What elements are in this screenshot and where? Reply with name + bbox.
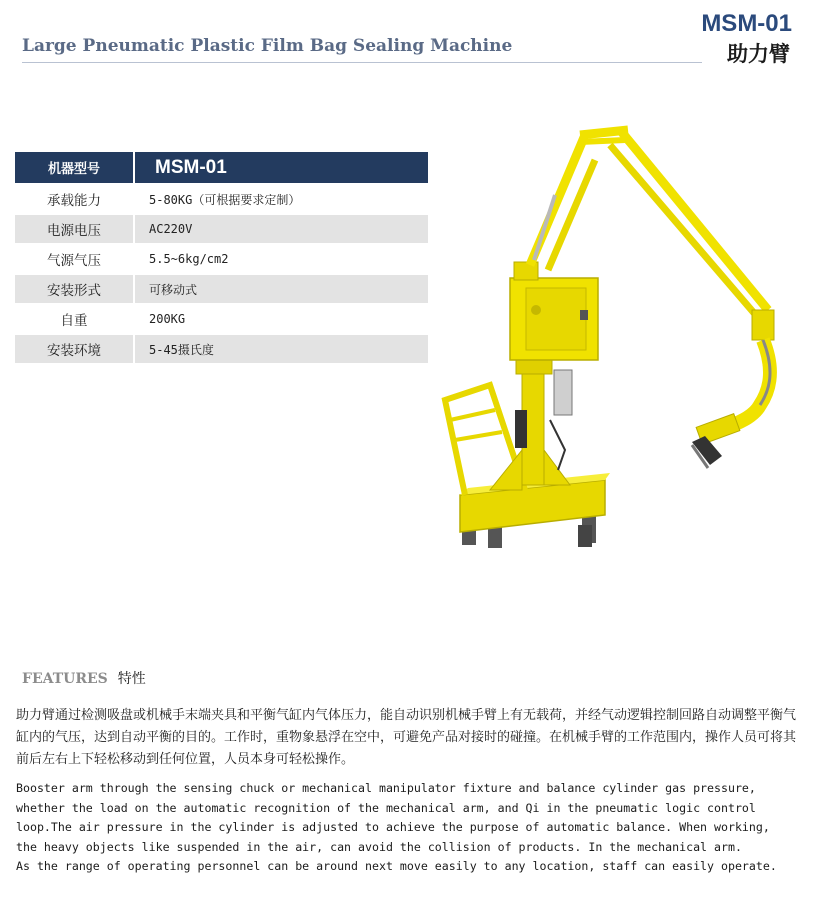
- spec-label: 自重: [15, 305, 133, 333]
- description-cn: 助力臂通过检测吸盘或机械手末端夹具和平衡气缸内气体压力，能自动识别机械手臂上有无载荷，并经气动逻辑控制回路自动调整平衡气缸内的气压，达到自动平衡的目的。工作时，重物象悬浮在空中，可避免产品对接时的碰撞。在机械手臂的工作范围内，操作人员可将其前后左右上下轻松移动到任何位置，人员本身可轻松操作。: [16, 708, 797, 767]
- spec-label: 气源气压: [15, 245, 133, 273]
- features-heading-en: FEATURES: [22, 671, 108, 687]
- header-divider: [22, 62, 702, 63]
- spec-value: 5-45摄氏度: [135, 335, 428, 363]
- spec-value: 5.5~6kg/cm2: [135, 245, 428, 273]
- spec-label: 安装形式: [15, 275, 133, 303]
- spec-header-row: [15, 152, 428, 183]
- spec-label: 电源电压: [15, 215, 133, 243]
- spec-row: [15, 245, 428, 273]
- spec-value: AC220V: [135, 215, 428, 243]
- model-code: MSM-01: [701, 10, 792, 37]
- spec-table: [15, 152, 428, 365]
- spec-value: 5-80KG（可根据要求定制）: [135, 185, 428, 213]
- description-en: Booster arm through the sensing chuck or mechanical manipulator fixture and balance cylinder gas pressure, whether the load on the automatic recognition of the mechanical arm, and Qi in the pneumatic logic control loop.The air pressure in the cylinder is adjusted to achieve the purpose of automatic balance. When working, the heavy objects like suspended in the air, can avoid the collision of products. In the mechanical arm. As the range of operating personnel can be around next move easily to any location, staff can easily operate.: [16, 781, 777, 874]
- model-name-cn: 助力臂: [727, 42, 790, 66]
- spec-row: [15, 215, 428, 243]
- machine-illustration: [430, 120, 820, 560]
- spec-header-label: 机器型号: [15, 152, 133, 183]
- gripper-icon: [692, 436, 722, 468]
- spec-row: [15, 185, 428, 213]
- spec-label: 安装环境: [15, 335, 133, 363]
- spec-row: [15, 335, 428, 363]
- features-heading: [22, 668, 146, 688]
- spec-value: 200KG: [135, 305, 428, 333]
- features-heading-cn: 特性: [117, 671, 146, 687]
- product-title: Large Pneumatic Plastic Film Bag Sealing Machine: [22, 36, 513, 56]
- spec-value: 可移动式: [135, 275, 428, 303]
- spec-row: [15, 275, 428, 303]
- spec-row: [15, 305, 428, 333]
- spec-label: 承载能力: [15, 185, 133, 213]
- spec-header-value: MSM-01: [135, 152, 428, 183]
